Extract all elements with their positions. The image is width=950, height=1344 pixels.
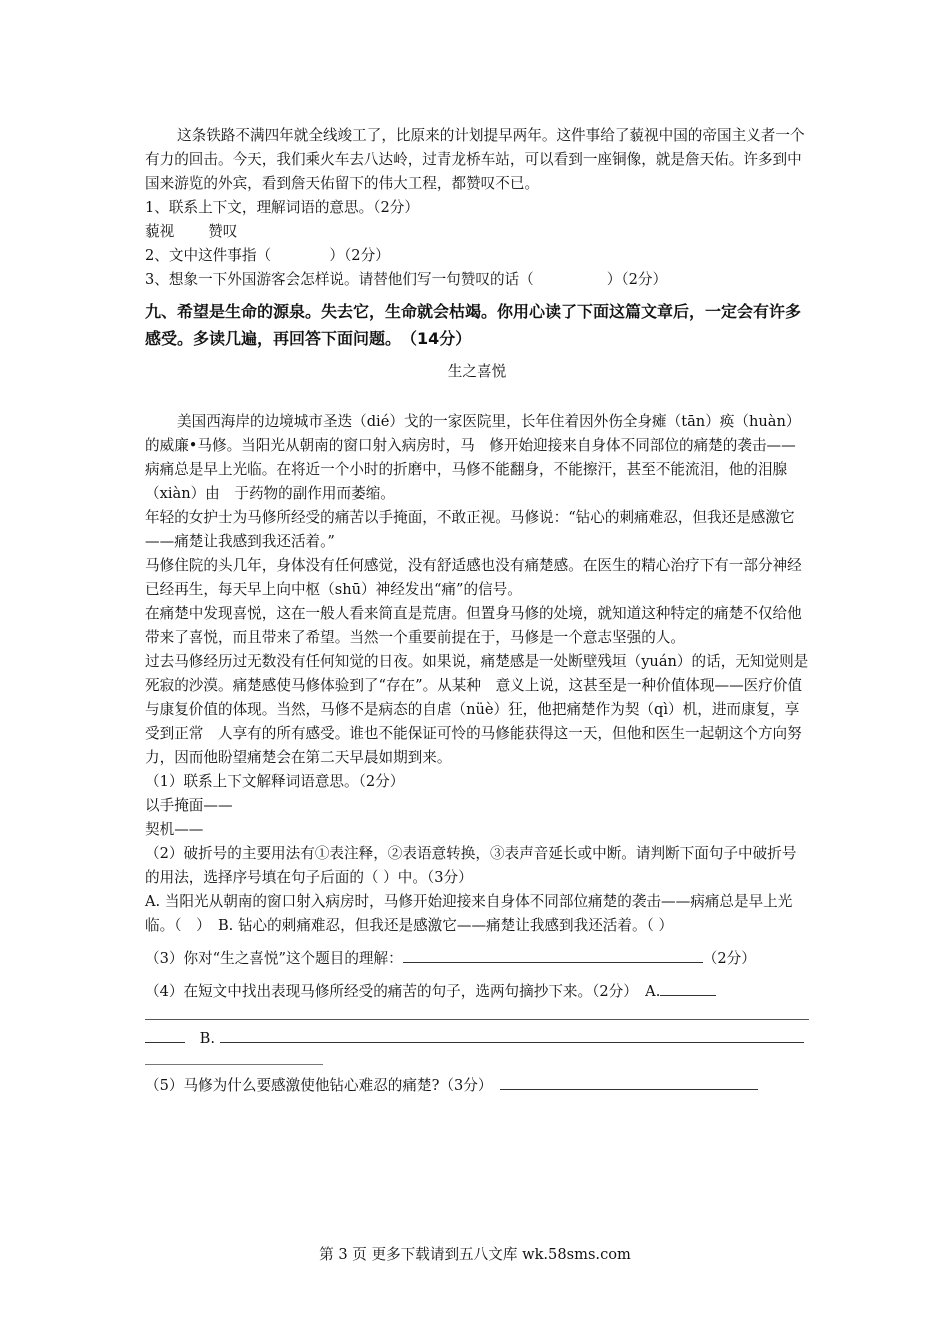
section-9-heading: 九、希望是生命的源泉。失去它，生命就会枯竭。你用心读了下面这篇文章后，一定会有许多感受。多读几遍，再回答下面问题。 （14分） [145, 302, 802, 348]
article-para-1: 美国西海岸的边境城市圣迭（dié）戈的一家医院里，长年住着因外伤全身瘫（tān）痪（huàn）的威廉•马修。当阳光从朝南的窗口射入病房时，马 修开始迎接来自身体不同部位的痛楚的袭击——病痛总是早上光临。在将近一个小时的折磨中，马修不能翻身，不能擦汗，甚至不能流泪，他的泪腺（xiàn）由 于药物的副作用而萎缩。 [145, 413, 801, 502]
question-9-5-text: （5）马修为什么要感激使他钻心难忍的痛楚?（3分） [145, 1077, 486, 1094]
answer-line-q4-a[interactable] [660, 979, 716, 996]
question-9-4 [145, 979, 809, 1004]
question-9-1-a: 以手掩面—— [145, 797, 233, 814]
article-para-5: 过去马修经历过无数没有任何知觉的日夜。如果说，痛楚感是一处断壁残垣（yuán）的话，无知觉则是死寂的沙漠。痛楚感使马修体验到了“存在”。从某种 意义上说，这甚至是一种价值体现——医疗价值与康复价值的体现。当然，马修不是病态的自虐（nüè）狂，他把痛楚作为契（qì）机，进而康复，享受到正常 人享有的所有感受。谁也不能保证可怜的马修能获得这一天，但他和医生一起朝这个方向努力，因而他盼望痛楚会在第二天早晨如期到来。 [145, 653, 809, 766]
article-para-2: 年轻的女护士为马修所经受的痛苦以手掩面，不敢正视。马修说：“钻心的刺痛难忍，但我还是感激它——痛楚让我感到我还活着。” [145, 509, 795, 550]
question-9-3-text: （3）你对“生之喜悦”这个题目的理解： [145, 950, 403, 967]
answer-line-q4-b[interactable] [220, 1026, 804, 1043]
question-9-4-b-label: B. [199, 1030, 215, 1047]
question-8-3: 3、想象一下外国游客会怎样说。请替他们写一句赞叹的话（ ）（2分） [145, 271, 668, 288]
answer-line-q4-a-full[interactable] [145, 1018, 809, 1020]
question-9-2-options: A. 当阳光从朝南的窗口射入病房时，马修开始迎接来自身体不同部位痛楚的袭击——病痛总是早上光临。（ ） B. 钻心的刺痛难忍，但我还是感激它——痛楚让我感到我还活着。（ ） [145, 893, 793, 934]
question-9-4-b [145, 1026, 809, 1051]
page-footer: 第 3 页 更多下载请到五八文库 wk.58sms.com [319, 1246, 631, 1263]
question-9-2: （2）破折号的主要用法有①表注释，②表语意转换，③表声音延长或中断。请判断下面句子中破折号的用法，选择序号填在句子后面的（ ）中。（3分） [145, 845, 797, 886]
question-9-5 [145, 1073, 809, 1098]
question-8-2: 2、文中这件事指（ ）（2分） [145, 247, 390, 264]
question-9-3-score: （2分） [702, 950, 756, 967]
word-list [145, 220, 809, 244]
answer-line-q4-b-start[interactable] [145, 1026, 185, 1043]
answer-line-q3[interactable] [403, 946, 703, 963]
article-para-3: 马修住院的头几年，身体没有任何感觉，没有舒适感也没有痛楚感。在医生的精心治疗下有一部分神经已经再生，每天早上向中枢（shū）神经发出“痛”的信号。 [145, 557, 802, 598]
word-miaoshi: 藐视 [145, 223, 175, 240]
article-title: 生之喜悦 [447, 363, 507, 380]
question-9-1: （1）联系上下文解释词语意思。（2分） [145, 773, 405, 790]
question-8-1: 1、联系上下文，理解词语的意思。（2分） [145, 199, 419, 216]
article-para-4: 在痛楚中发现喜悦，这在一般人看来简直是荒唐。但置身马修的处境，就知道这种特定的痛楚不仅给他带来了喜悦，而且带来了希望。当然一个重要前提在于，马修是一个意志坚强的人。 [145, 605, 802, 646]
question-9-1-b: 契机—— [145, 821, 204, 838]
word-zantan: 赞叹 [208, 223, 238, 240]
answer-line-q5[interactable] [500, 1073, 758, 1090]
question-9-3 [145, 946, 809, 971]
passage-railway: 这条铁路不满四年就全线竣工了，比原来的计划提早两年。这件事给了藐视中国的帝国主义者一个有力的回击。今天，我们乘火车去八达岭，过青龙桥车站，可以看到一座铜像，就是詹天佑。许多到中国来游览的外宾，看到詹天佑留下的伟大工程，都赞叹不已。 [145, 127, 805, 192]
question-9-4-text: （4）在短文中找出表现马修所经受的痛苦的句子，选两句摘抄下来。（2分） A. [145, 983, 661, 1000]
document-page [145, 124, 809, 1098]
